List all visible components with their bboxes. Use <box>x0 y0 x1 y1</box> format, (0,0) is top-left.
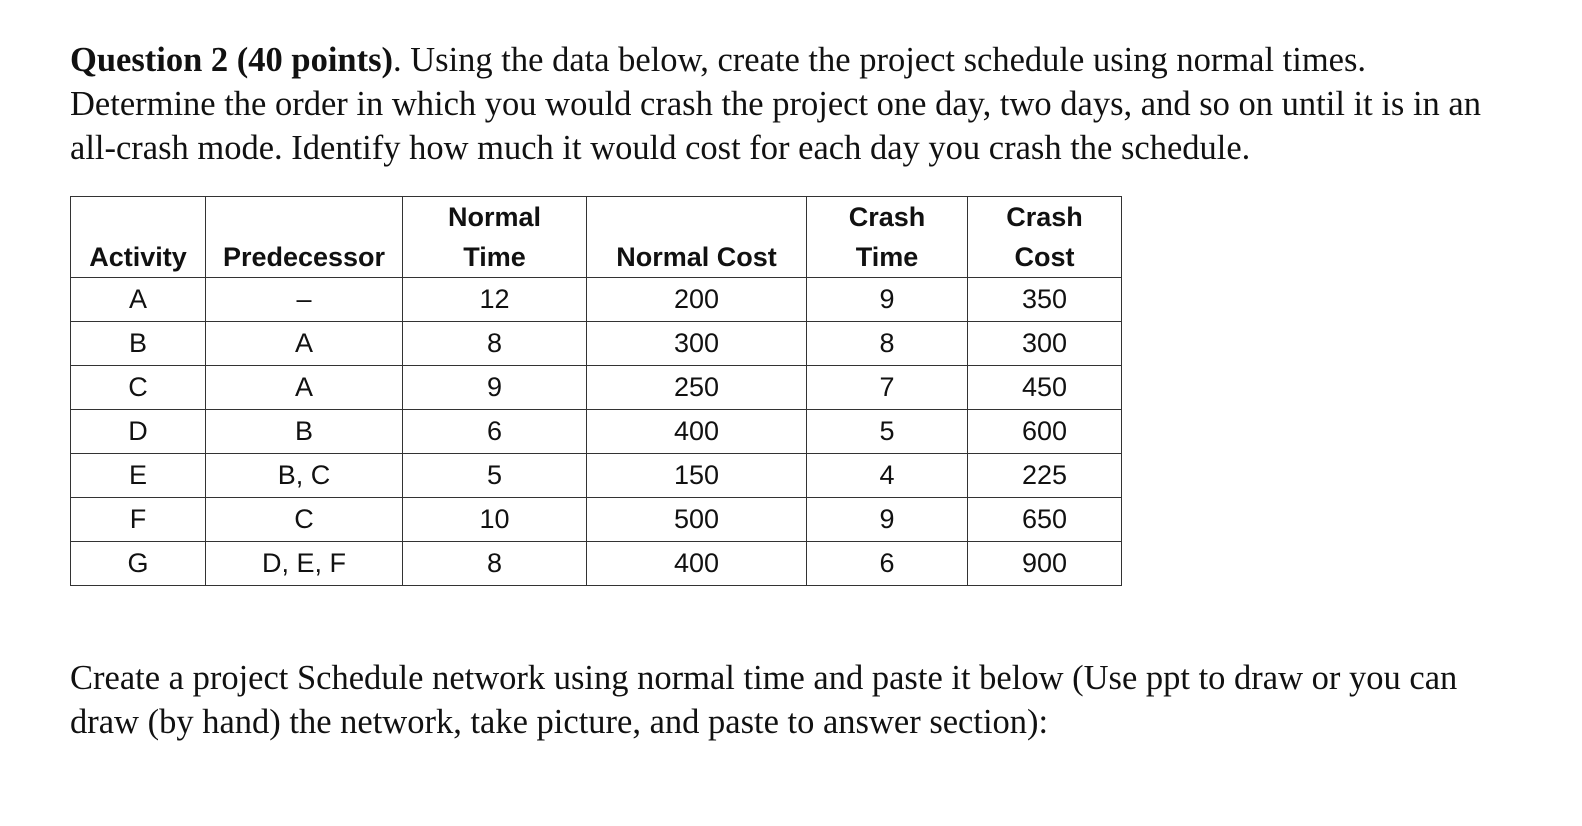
cell-crash-cost: 600 <box>968 410 1122 454</box>
cell-predecessor: – <box>206 278 403 322</box>
cell-crash-cost: 900 <box>968 542 1122 586</box>
table-row <box>71 498 1122 542</box>
cell-normal-cost: 200 <box>587 278 807 322</box>
cell-normal-cost: 500 <box>587 498 807 542</box>
cell-normal-cost: 400 <box>587 542 807 586</box>
cell-normal-time: 12 <box>403 278 587 322</box>
cell-crash-time: 7 <box>807 366 968 410</box>
cell-activity: G <box>71 542 206 586</box>
header-crash-time: Crash Time <box>807 197 968 278</box>
cell-crash-cost: 350 <box>968 278 1122 322</box>
cell-predecessor: A <box>206 322 403 366</box>
table-row <box>71 454 1122 498</box>
cell-crash-cost: 450 <box>968 366 1122 410</box>
header-activity: Activity <box>71 197 206 278</box>
table-header-row <box>71 197 1122 278</box>
cell-crash-cost: 650 <box>968 498 1122 542</box>
cell-crash-cost: 225 <box>968 454 1122 498</box>
cell-normal-time: 5 <box>403 454 587 498</box>
header-normal-cost: Normal Cost <box>587 197 807 278</box>
cell-crash-time: 8 <box>807 322 968 366</box>
header-crash-cost: Crash Cost <box>968 197 1122 278</box>
cell-crash-time: 6 <box>807 542 968 586</box>
cell-predecessor: C <box>206 498 403 542</box>
cell-normal-cost: 150 <box>587 454 807 498</box>
table-row <box>71 410 1122 454</box>
cell-activity: C <box>71 366 206 410</box>
cell-predecessor: A <box>206 366 403 410</box>
cell-predecessor: B, C <box>206 454 403 498</box>
question-body: . Using the data below, create the project schedule using normal times. Determine the order in which you would crash the project one day, two days, and so on until it is in an all-crash mode. Identify how much it would cost for each day you crash the schedule. <box>70 41 1481 167</box>
cell-activity: A <box>71 278 206 322</box>
cell-normal-cost: 250 <box>587 366 807 410</box>
cell-normal-time: 10 <box>403 498 587 542</box>
header-predecessor: Predecessor <box>206 197 403 278</box>
cell-crash-time: 9 <box>807 278 968 322</box>
cell-crash-cost: 300 <box>968 322 1122 366</box>
cell-activity: D <box>71 410 206 454</box>
cell-crash-time: 5 <box>807 410 968 454</box>
cell-crash-time: 4 <box>807 454 968 498</box>
table-row <box>71 322 1122 366</box>
table-row <box>71 278 1122 322</box>
question-text <box>70 38 1510 170</box>
cell-normal-cost: 400 <box>587 410 807 454</box>
cell-predecessor: B <box>206 410 403 454</box>
header-normal-time: Normal Time <box>403 197 587 278</box>
table-row <box>71 366 1122 410</box>
question-title: Question 2 (40 points) <box>70 41 393 79</box>
cell-normal-time: 8 <box>403 322 587 366</box>
table-row <box>71 542 1122 586</box>
cell-activity: E <box>71 454 206 498</box>
cell-normal-cost: 300 <box>587 322 807 366</box>
cell-normal-time: 8 <box>403 542 587 586</box>
cell-activity: F <box>71 498 206 542</box>
cell-activity: B <box>71 322 206 366</box>
cell-crash-time: 9 <box>807 498 968 542</box>
cell-normal-time: 9 <box>403 366 587 410</box>
footer-instructions: Create a project Schedule network using normal time and paste it below (Use ppt to draw or you can draw (by hand) the network, take picture, and paste to answer section): <box>70 659 1458 741</box>
activity-table <box>70 196 1122 586</box>
cell-normal-time: 6 <box>403 410 587 454</box>
cell-predecessor: D, E, F <box>206 542 403 586</box>
